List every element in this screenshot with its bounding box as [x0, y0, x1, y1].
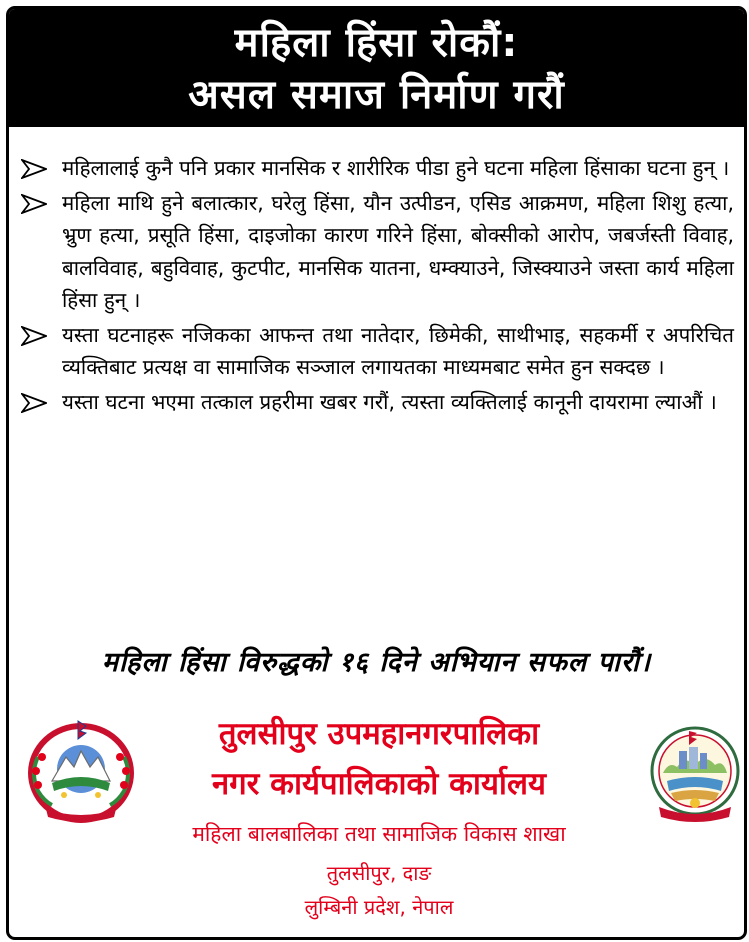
list-item [19, 152, 734, 185]
arrow-bullet-icon [21, 326, 47, 346]
list-item [19, 187, 734, 317]
arrow-bullet-icon [21, 393, 47, 413]
arrow-bullet-icon [21, 194, 47, 214]
list-item-text: महिलालाई कुनै पनि प्रकार मानसिक र शारीरिक पीडा हुने घटना महिला हिंसाका घटना हुन् । [62, 156, 730, 180]
tulsipur-municipality-logo-icon [649, 721, 741, 824]
branch-name: महिला बालबालिका तथा सामाजिक विकास शाखा [192, 822, 566, 846]
list-item-text: महिला माथि हुने बलात्कार, घरेलु हिंसा, यौन उत्पीडन, एसिड आक्रमण, महिला शिशु हत्या, भ्रुण हत्या, प्रसूति हिंसा, दाइजोका कारण गरिने हिंसा, बोक्सीको आरोप, जबर्जस्ती विवाह, बालविवाह, बहुविवाह, कुटपीट, मानसिक यातना, धम्क्याउने, जिस्क्याउने जस्ता कार्य महिला हिंसा हुन् । [62, 190, 734, 312]
poster-frame [6, 6, 747, 940]
arrow-bullet-icon [21, 159, 47, 179]
list-item [19, 319, 734, 384]
office-name: नगर कार्यपालिकाको कार्यालय [212, 766, 546, 802]
header-title-line1: महिला हिंसा रोकौं: [234, 20, 519, 66]
list-item [19, 386, 734, 419]
city-address: तुलसीपुर, दाङ [326, 861, 432, 885]
header-title-line2: असल समाज निर्माण गरौं [188, 72, 565, 118]
campaign-slogan: महिला हिंसा विरुद्धको १६ दिने अभियान सफल पारौं। [101, 647, 652, 678]
poster-header [9, 9, 744, 127]
awareness-list [19, 152, 734, 420]
nepal-government-emblem-icon [22, 717, 140, 825]
list-item-text: यस्ता घटनाहरू नजिकका आफन्त तथा नातेदार, छिमेकी, साथीभाइ, सहकर्मी र अपरिचित व्यक्तिबाट प्रत्यक्ष वा सामाजिक सञ्जाल लगायतका माध्यमबाट समेत हुन सक्दछ । [62, 322, 734, 379]
list-item-text: यस्ता घटना भएमा तत्काल प्रहरीमा खबर गरौं, त्यस्ता व्यक्तिलाई कानूनी दायरामा ल्याऔं । [62, 389, 717, 414]
province-address: लुम्बिनी प्रदेश, नेपाल [304, 895, 454, 919]
municipality-name: तुलसीपुर उपमहानगरपालिका [218, 716, 540, 752]
